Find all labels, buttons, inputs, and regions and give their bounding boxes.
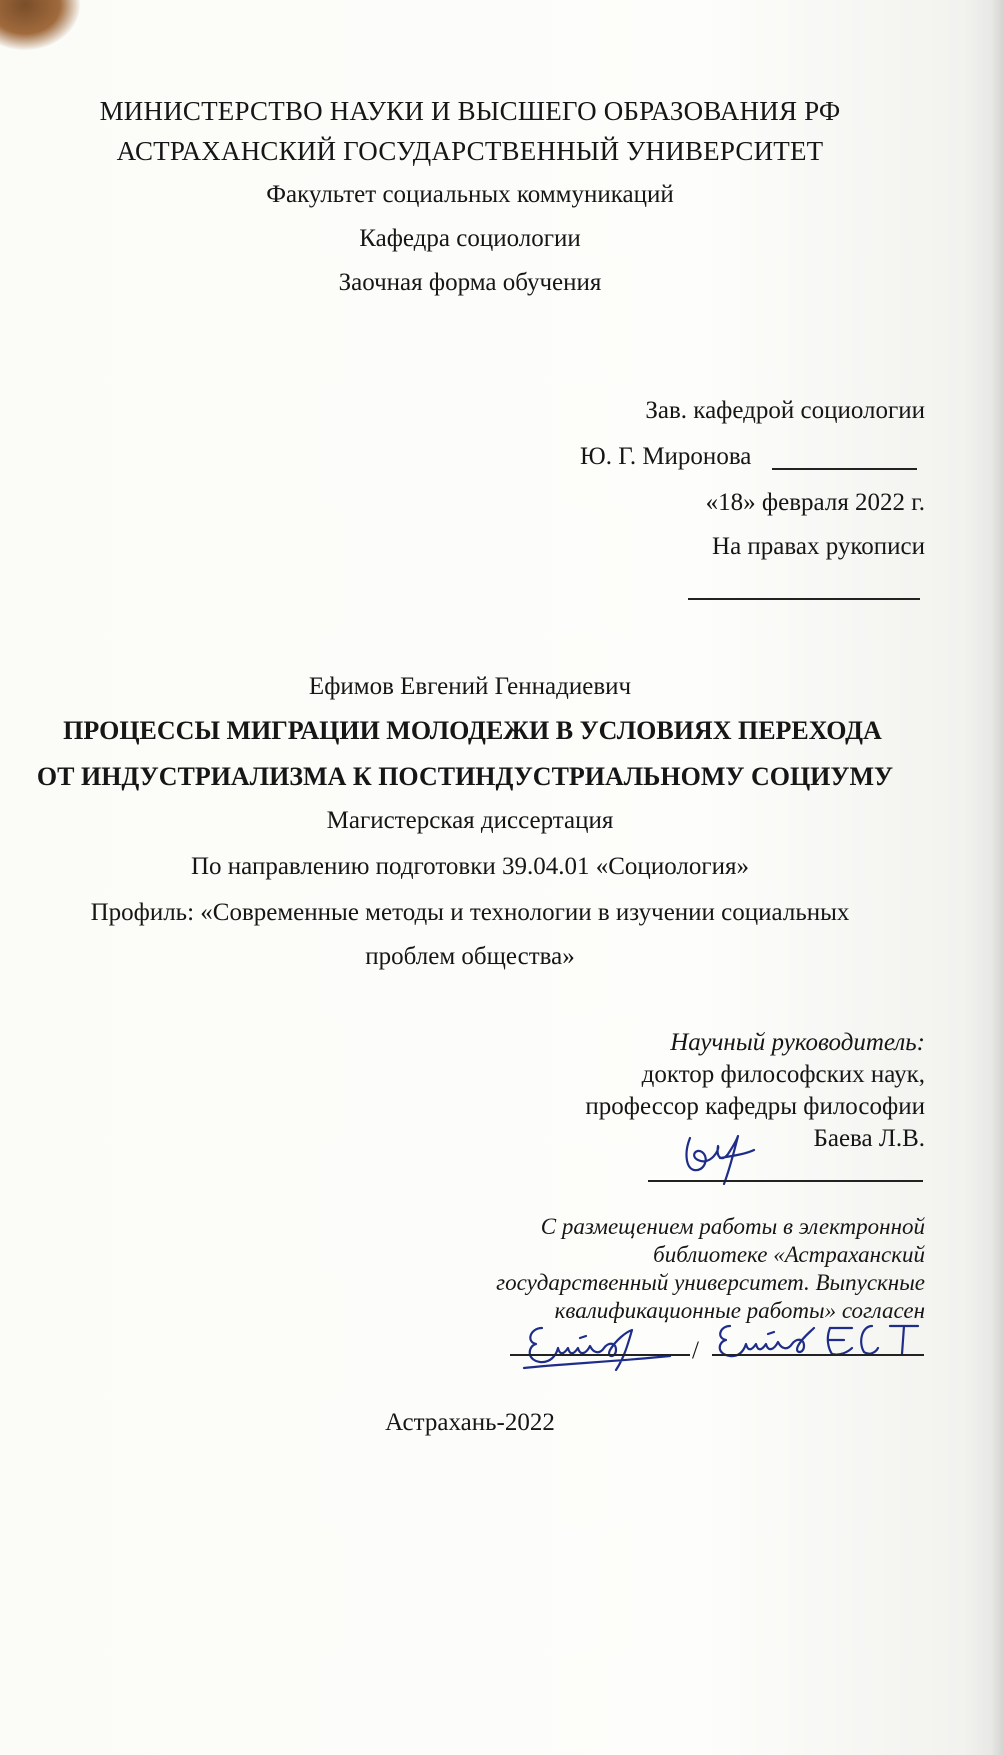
thesis-title-line-2: ОТ ИНДУСТРИАЛИЗМА К ПОСТИНДУСТРИАЛЬНОМУ СОЦИУМУ [36,762,894,791]
supervisor-name: Баева Л.В. [813,1125,925,1152]
consent-line-1: С размещением работы в электронной [540,1214,925,1239]
city-year: Астрахань-2022 [385,1409,555,1436]
manuscript-note: На правах рукописи [712,533,925,560]
consent-line-3: государственный университет. Выпускные [496,1270,925,1295]
consent-signature-line [510,1354,690,1356]
profile-line-2: проблем общества» [365,943,575,970]
consent-name-line [712,1354,924,1356]
supervisor-label: Научный руководитель: [670,1029,925,1056]
author-name: Ефимов Евгений Геннадиевич [308,673,632,700]
page-corner-shadow [0,0,80,50]
approval-signature-line [772,468,917,470]
work-type: Магистерская диссертация [326,807,614,834]
faculty-name: Факультет социальных коммуникаций [266,181,674,208]
consent-line-2: библиотеке «Астраханский [653,1242,925,1267]
supervisor-signature-line [648,1180,923,1182]
supervisor-degree: доктор философских наук, [641,1061,925,1088]
author-name-handwritten [712,1318,922,1370]
approval-head-name: Ю. Г. Миронова [580,443,752,470]
author-signature [520,1318,680,1376]
thesis-title-line-1: ПРОЦЕССЫ МИГРАЦИИ МОЛОДЕЖИ В УСЛОВИЯХ ПЕРЕХОДА [63,716,882,745]
study-direction: По направлению подготовки 39.04.01 «Социология» [191,853,749,880]
manuscript-signature-line [688,598,920,600]
supervisor-position: профессор кафедры философии [585,1093,925,1120]
study-form: Заочная форма обучения [338,269,602,296]
signature-separator: / [692,1337,699,1364]
consent-line-4: квалификационные работы» согласен [554,1298,925,1323]
ministry-title: МИНИСТЕРСТВО НАУКИ И ВЫСШЕГО ОБРАЗОВАНИЯ РФ [99,96,841,126]
university-name: АСТРАХАНСКИЙ ГОСУДАРСТВЕННЫЙ УНИВЕРСИТЕТ [116,136,824,166]
profile-line-1: Профиль: «Современные методы и технологии в изучении социальных [90,899,850,926]
department-name: Кафедра социологии [359,225,581,252]
approval-position: Зав. кафедрой социологии [645,397,925,424]
approval-date: «18» февраля 2022 г. [705,489,925,516]
